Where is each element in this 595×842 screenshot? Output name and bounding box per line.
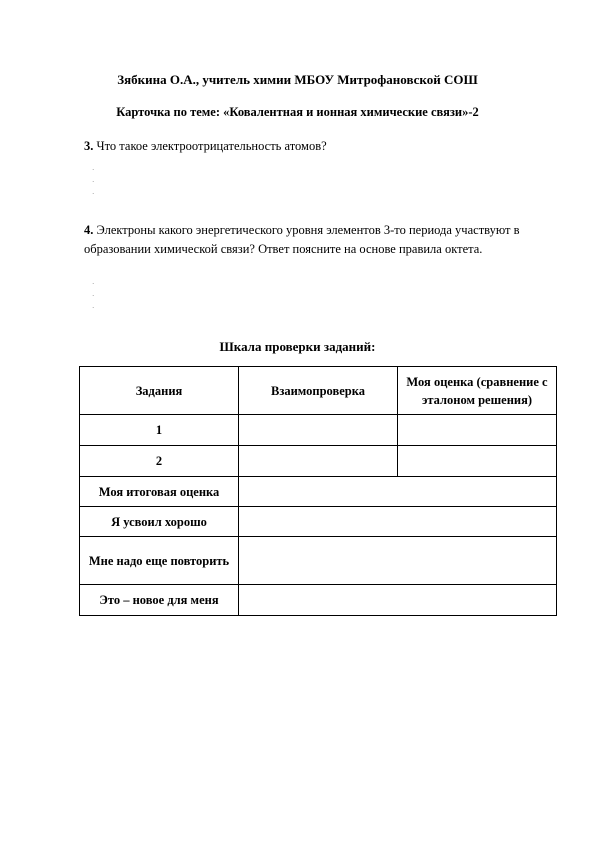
task-number-cell: 1 (80, 415, 239, 446)
self-grade-cell[interactable] (398, 446, 557, 477)
summary-answer-cell[interactable] (239, 585, 557, 616)
check-table (79, 366, 557, 616)
header-cell-tasks: Задания (80, 367, 239, 415)
answer-mark: · (92, 190, 95, 198)
header-cell-peer-check: Взаимопроверка (239, 367, 398, 415)
table-header-row (80, 367, 557, 415)
peer-check-cell[interactable] (239, 415, 398, 446)
answer-mark: · (92, 292, 95, 300)
summary-label-cell: Это – новое для меня (80, 585, 239, 616)
table-row (80, 537, 557, 585)
question-number: 4. (84, 223, 94, 237)
self-grade-cell[interactable] (398, 415, 557, 446)
question-text: Что такое электроотрицательность атомов? (96, 139, 327, 153)
table-row (80, 415, 557, 446)
answer-mark: · (92, 280, 95, 288)
summary-answer-cell[interactable] (239, 537, 557, 585)
answer-mark: · (92, 166, 95, 174)
table-row (80, 446, 557, 477)
summary-answer-cell[interactable] (239, 477, 557, 507)
author-line: Зябкина О.А., учитель химии МБОУ Митрофановской СОШ (117, 72, 478, 87)
table-row (80, 477, 557, 507)
summary-label-cell: Мне надо еще повторить (80, 537, 239, 585)
scale-title: Шкала проверки заданий: (219, 339, 376, 354)
summary-label-cell: Моя итоговая оценка (80, 477, 239, 507)
table-row (80, 507, 557, 537)
task-number-cell: 2 (80, 446, 239, 477)
question-number: 3. (84, 139, 94, 153)
header-cell-self-grade: Моя оценка (сравнение с эталоном решения) (398, 367, 557, 415)
card-title: Карточка по теме: «Ковалентная и ионная химические связи»-2 (116, 105, 479, 119)
answer-mark: · (92, 304, 95, 312)
question-4 (84, 221, 524, 259)
question-text: Электроны какого энергетического уровня элементов 3-то периода участвуют в образовании химической связи? Ответ поясните на основе правила октета. (84, 223, 520, 256)
summary-label-cell: Я усвоил хорошо (80, 507, 239, 537)
answer-mark: · (92, 178, 95, 186)
answer-area-4[interactable] (92, 278, 94, 314)
question-3 (84, 137, 524, 156)
answer-area-3[interactable] (92, 164, 94, 200)
table-row (80, 585, 557, 616)
summary-answer-cell[interactable] (239, 507, 557, 537)
peer-check-cell[interactable] (239, 446, 398, 477)
